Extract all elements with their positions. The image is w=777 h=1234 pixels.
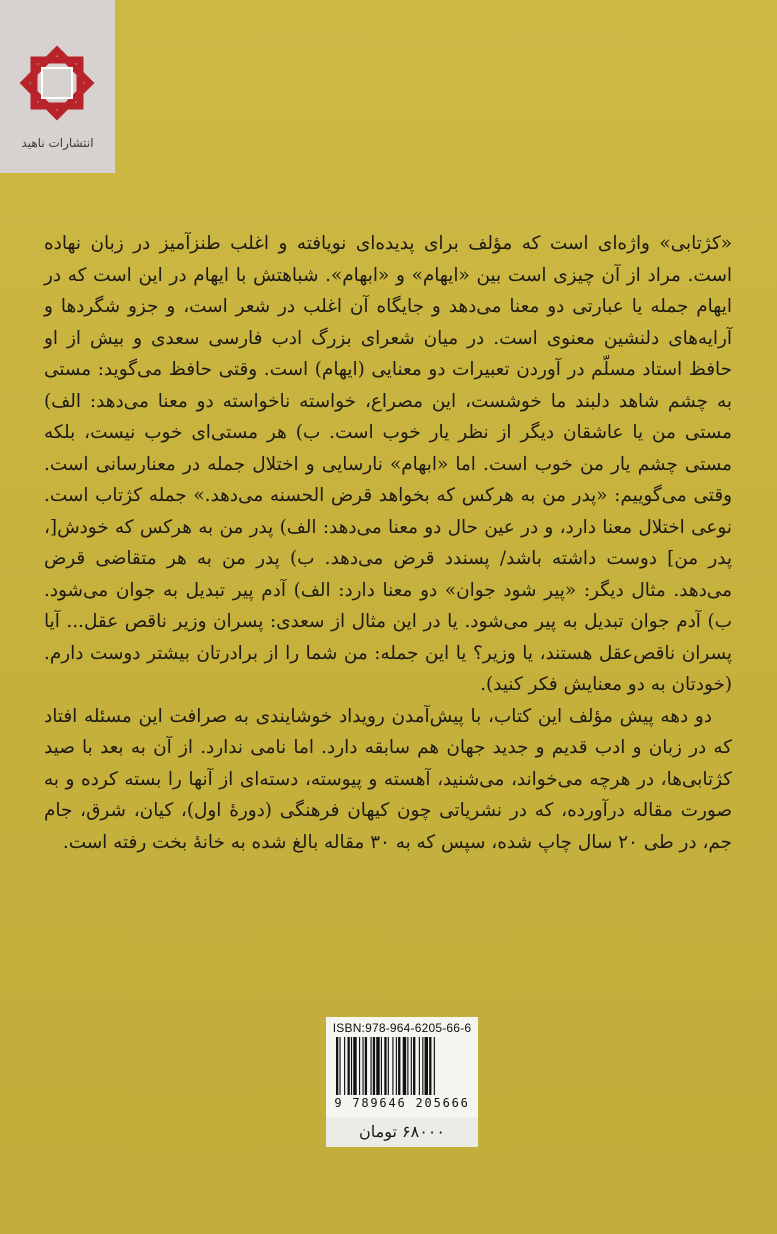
publisher-name: انتشارات ناهید <box>21 136 94 150</box>
barcode-bar <box>396 1037 397 1095</box>
barcode-bar <box>339 1037 340 1095</box>
barcode-bar <box>429 1037 431 1095</box>
isbn-label: ISBN:978-964-6205-66-6 <box>332 1021 472 1035</box>
barcode-bar <box>362 1037 363 1095</box>
barcode-bar <box>348 1037 350 1095</box>
blurb-paragraph-1: «کژتابی» واژه‌ای است که مؤلف برای پدیده‌ای نویافته و اغلب طنزآمیز در زبان نهاده است. مراد از آن چیزی است بین «ایهام» و «ابهام». شباهتش با ایهام در این است که در ایهام جمله یا عبارتی دو معنا می‌دهد و جایگاه آن اغلب در شعر است، و جزو شگردها و آرایه‌های دلنشین معنوی است. در میان شعرای بزرگ ادب فارسی سعدی و بیش از او حافظ استاد مسلّم در آوردن تعبیرات دو معنایی (ایهام) است. وقتی حافظ می‌گوید: مستی به چشم شاهد دلبند ما خوشست، این مصراع، خواسته ناخواسته دو معنا می‌دهد: الف) مستی من یا عاشقان دیگر از نظر یار خوب است. ب) هر مستی‌ای خوب نیست، بلکه مستی چشم یار من خوب است. اما «ابهام» نارسایی و اختلال جمله در معنارسانی است. وقتی می‌گوییم: «پدر من به هرکس که بخواهد قرض الحسنه می‌دهد.» جمله کژتاب است. نوعی اختلال معنا دارد، و در عین حال دو معنا می‌دهد: الف) پدر من به هرکس که خودش[، پدر من] دوست داشته باشد/ پسندد قرض می‌دهد. ب) پدر من به هر متقاضی قرض می‌دهد. مثال دیگر: «پیر شود جوان» دو معنا دارد: الف) آدم پیر تبدیل به جوان می‌شود. ب) آدم جوان تبدیل به پیر می‌شود. یا در این مثال از سعدی: پسران وزیر ناقص عقل... آیا پسران ناقص‌عقل هستند، یا وزیر؟ یا این جمله: من شما را از برادرتان بیشتر دوست دارم. (خودتان به دو معنایش فکر کنید). <box>44 233 732 695</box>
barcode-bar <box>411 1037 412 1095</box>
ean-digits: 9 789646 205666 <box>334 1096 470 1110</box>
barcode-bar <box>392 1037 393 1095</box>
price-tag: ۶۸۰۰۰ تومان <box>326 1117 478 1147</box>
barcode-bar <box>407 1037 408 1095</box>
barcode-bar <box>381 1037 382 1095</box>
barcode-bar <box>351 1037 352 1095</box>
barcode-bar <box>434 1037 435 1095</box>
barcode-bar <box>398 1037 400 1095</box>
barcode-bar <box>413 1037 415 1095</box>
eight-point-star-logo-icon <box>14 38 102 130</box>
blurb-paragraph-2: دو دهه پیش مؤلف این کتاب، با پیش‌آمدن رویداد خوشایندی به صرافت این مسئله افتاد که در زبان و ادب قدیم و جدید جهان هم سابقه دارد. اما نامی ندارد. از آن به بعد با صید کژتابی‌ها، در هرچه می‌خواند، می‌شنید، آهسته و پیوسته، دسته‌ای از آنها را بسته کرده و به صورت مقاله درآورده، که در نشریاتی چون کیهان فرهنگی (دورهٔ اول)، کیان، شرق، جام جم، در طی ۲۰ سال چاپ شده، سپس که به ۳۰ مقاله بالغ شده به خانهٔ بخت رفته است. <box>44 705 732 853</box>
barcode-bar <box>425 1037 428 1095</box>
barcode-bar <box>376 1037 379 1095</box>
barcode-bar <box>373 1037 375 1095</box>
publisher-panel <box>0 0 115 173</box>
barcode-bar <box>384 1037 386 1095</box>
barcode-bar <box>365 1037 367 1095</box>
barcode-bar <box>371 1037 372 1095</box>
barcode-bar <box>419 1037 420 1095</box>
barcode-bar <box>344 1037 345 1095</box>
back-cover-blurb <box>44 228 732 858</box>
barcode-bar <box>336 1037 338 1095</box>
barcode-sticker <box>326 1017 478 1117</box>
barcode-bar <box>388 1037 389 1095</box>
barcode-bars <box>334 1037 470 1095</box>
barcode-bar <box>422 1037 423 1095</box>
barcode-bar <box>403 1037 406 1095</box>
barcode-bar <box>359 1037 360 1095</box>
barcode-bar <box>353 1037 356 1095</box>
